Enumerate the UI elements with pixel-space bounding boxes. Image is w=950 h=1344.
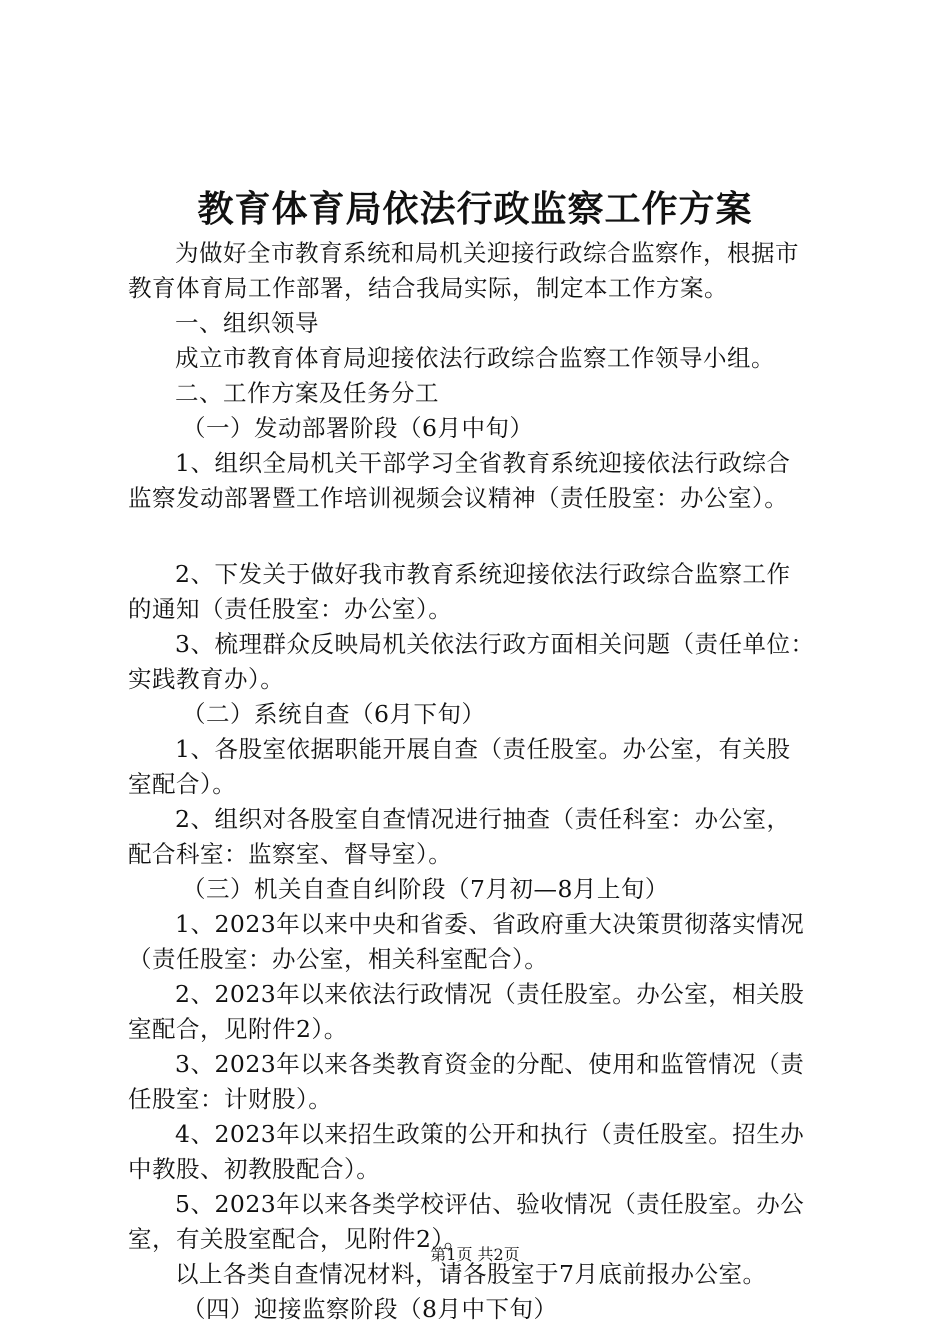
paragraph-line: 3、梳理群众反映局机关依法行政方面相关问题（责任单位： <box>175 630 815 658</box>
paragraph-line: 监察发动部署暨工作培训视频会议精神（责任股室：办公室）。 <box>128 484 789 512</box>
subsection-heading: （三）机关自查自纠阶段（7月初—8月上旬） <box>182 875 669 903</box>
paragraph-line: 2、下发关于做好我市教育系统迎接依法行政综合监察工作 <box>175 560 791 588</box>
paragraph-line: 教育体育局工作部署，结合我局实际，制定本工作方案。 <box>128 274 728 302</box>
paragraph-line: （责任股室：办公室，相关科室配合）。 <box>128 945 549 973</box>
section-heading: 二、工作方案及任务分工 <box>175 379 439 407</box>
paragraph-line: 以上各类自查情况材料，请各股室于7月底前报办公室。 <box>175 1260 767 1288</box>
subsection-heading: （二）系统自查（6月下旬） <box>182 700 486 728</box>
document-body <box>128 236 848 1327</box>
paragraph-line: 中教股、初教股配合）。 <box>128 1155 381 1183</box>
paragraph-line: 室，有关股室配合，见附件2）。 <box>128 1225 468 1253</box>
paragraph-line: 2、2023年以来依法行政情况（责任股室。办公室，相关股 <box>175 980 805 1008</box>
paragraph-line: 的通知（责任股室：办公室）。 <box>128 595 453 623</box>
paragraph-line: 4、2023年以来招生政策的公开和执行（责任股室。招生办 <box>175 1120 805 1148</box>
paragraph-line: 3、2023年以来各类教育资金的分配、使用和监管情况（责 <box>175 1050 805 1078</box>
subsection-heading: （四）迎接监察阶段（8月中下旬） <box>182 1295 558 1323</box>
paragraph-line: 1、2023年以来中央和省委、省政府重大决策贯彻落实情况 <box>175 910 805 938</box>
paragraph-line: 配合科室：监察室、督导室）。 <box>128 840 453 868</box>
paragraph-line: 任股室：计财股）。 <box>128 1085 333 1113</box>
paragraph-line: 1、组织全局机关干部学习全省教育系统迎接依法行政综合 <box>175 449 791 477</box>
paragraph-line: 室配合）。 <box>128 770 237 798</box>
subsection-heading: （一）发动部署阶段（6月中旬） <box>182 414 534 442</box>
paragraph-line: 1、各股室依据职能开展自查（责任股室。办公室，有关股 <box>175 735 791 763</box>
paragraph-line: 实践教育办）。 <box>128 665 285 693</box>
paragraph-line: 室配合，见附件2）。 <box>128 1015 348 1043</box>
paragraph-line: 2、组织对各股室自查情况进行抽查（责任科室：办公室， <box>175 805 791 833</box>
document-title: 教育体育局依法行政监察工作方案 <box>197 188 753 230</box>
blank-line <box>128 516 848 557</box>
paragraph-line: 为做好全市教育系统和局机关迎接行政综合监察作，根据市 <box>175 239 799 267</box>
section-heading: 一、组织领导 <box>175 309 319 337</box>
paragraph-line: 成立市教育体育局迎接依法行政综合监察工作领导小组。 <box>175 344 775 372</box>
paragraph-line: 5、2023年以来各类学校评估、验收情况（责任股室。办公 <box>175 1190 805 1218</box>
page-number: 第1页 共2页 <box>430 1245 520 1264</box>
